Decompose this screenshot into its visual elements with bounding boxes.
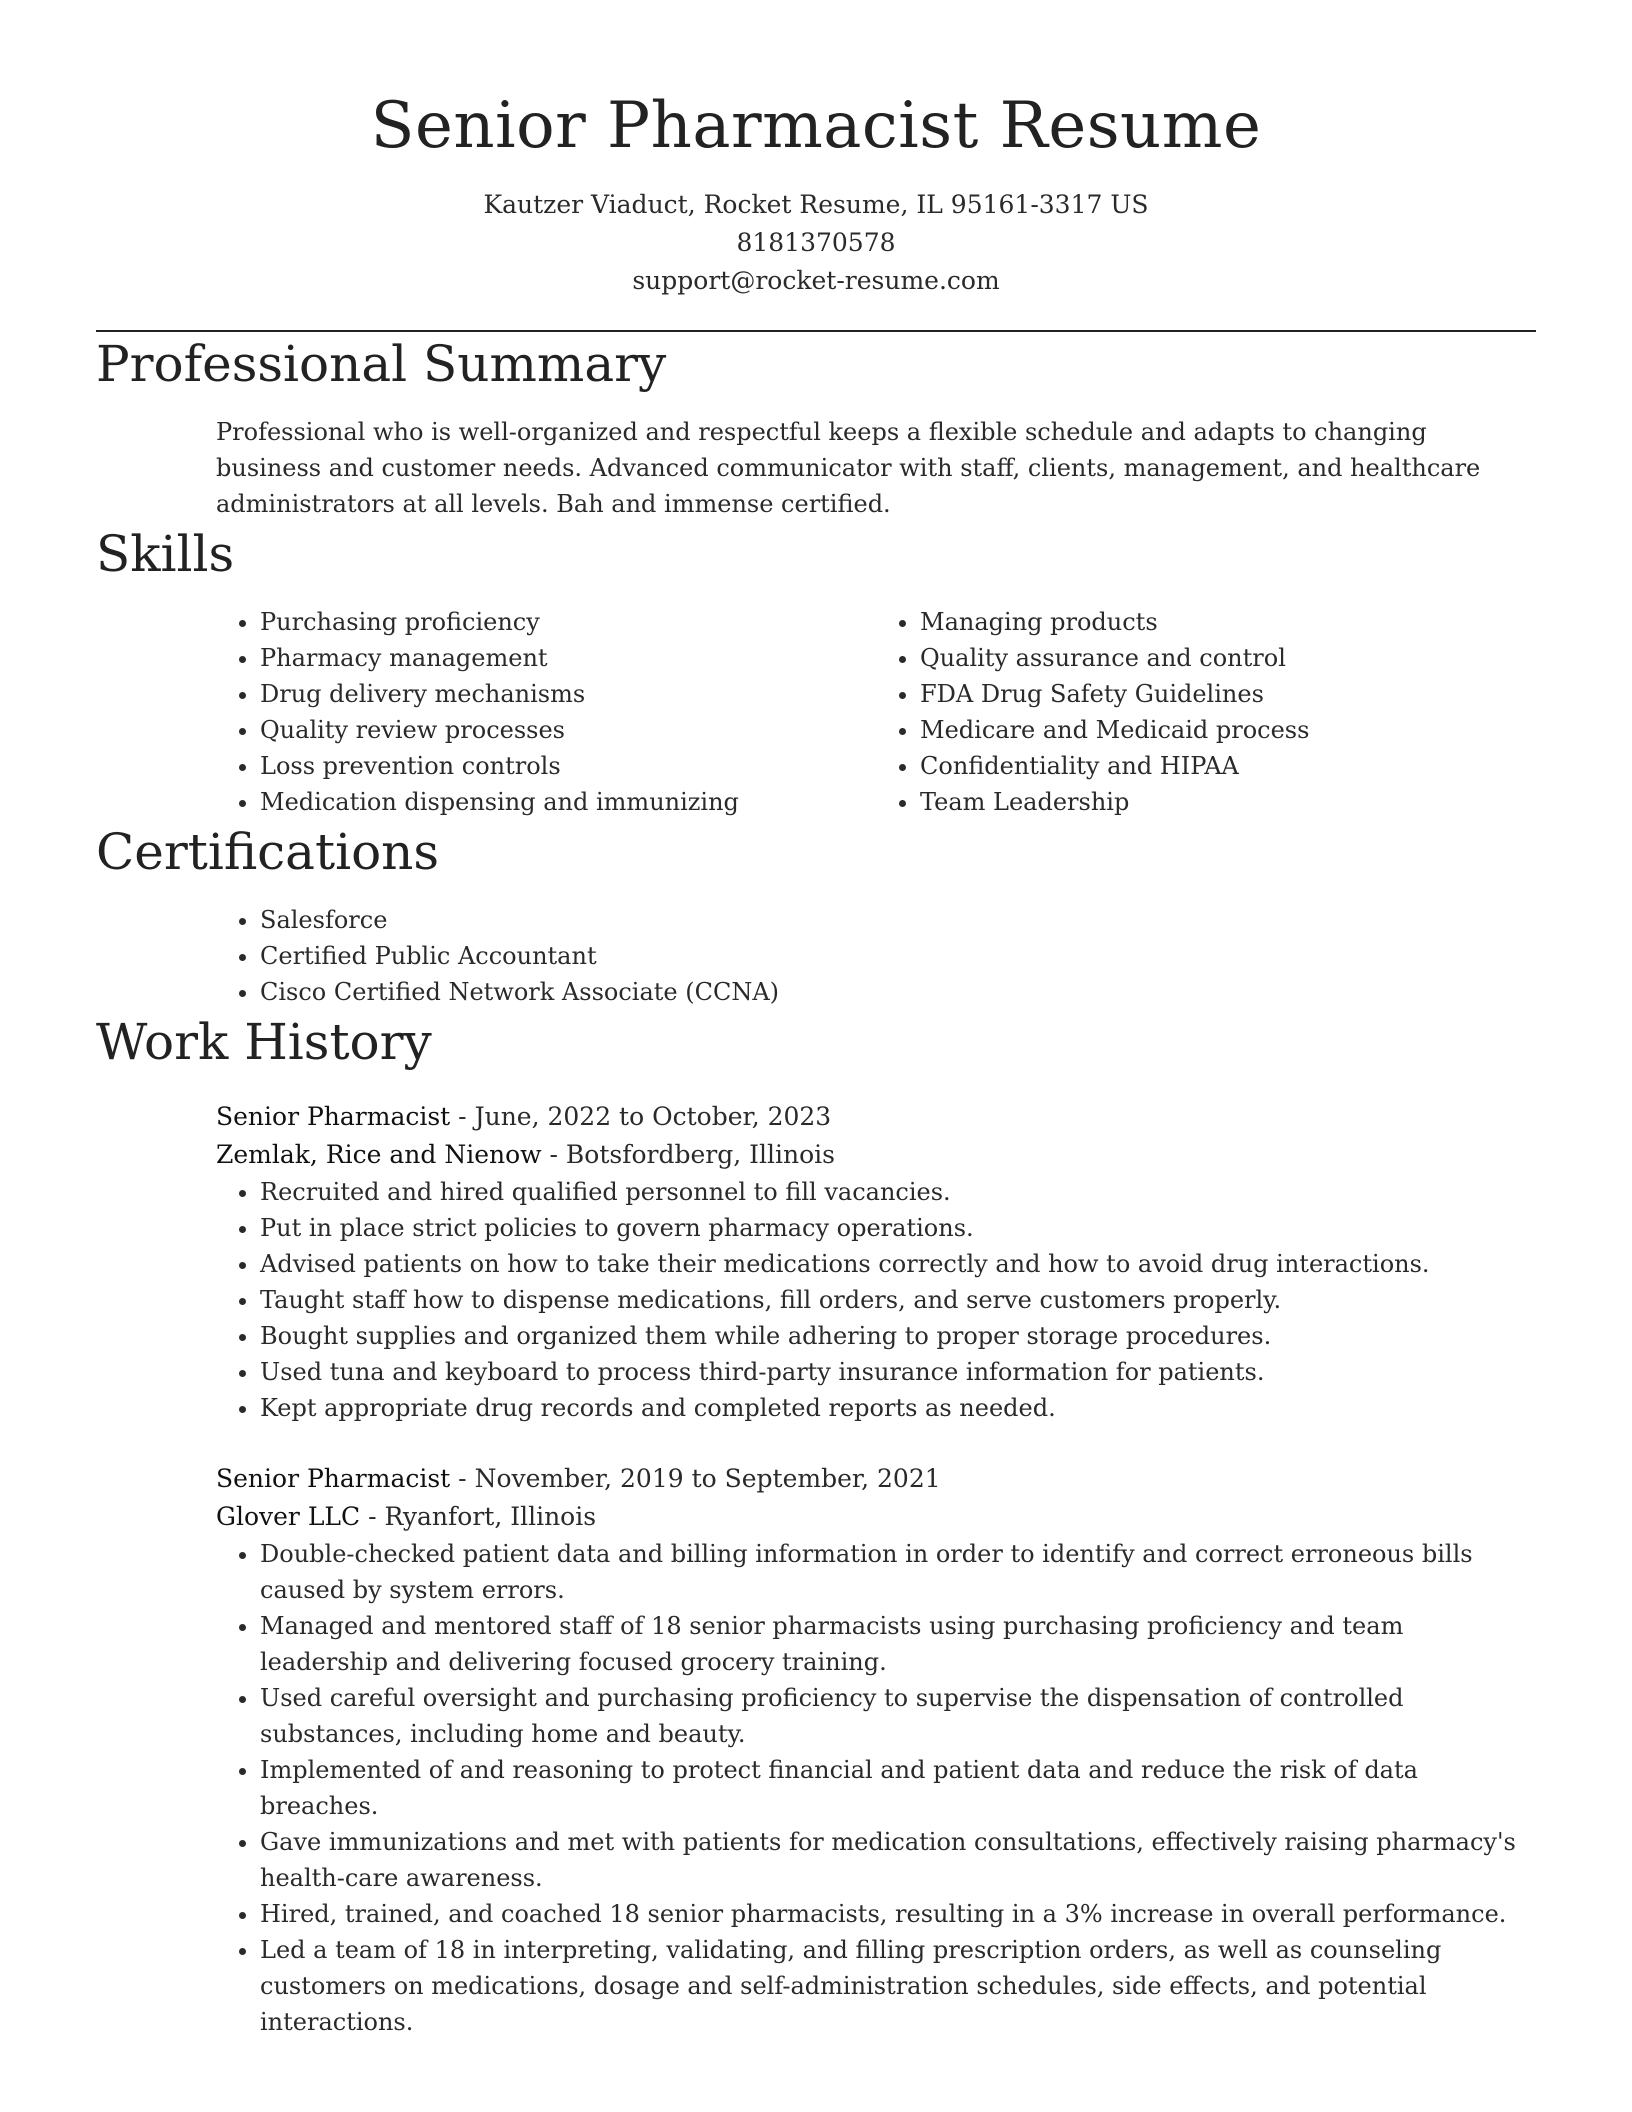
skill-item: • Pharmacy management: [260, 640, 876, 676]
job-role-line: [216, 1098, 1536, 1136]
job-company: Zemlak, Rice and Nienow: [216, 1140, 542, 1169]
duty-item: • Taught staff how to dispense medications, fill orders, and serve customers properly.: [260, 1282, 1536, 1318]
duty-item: • Put in place strict policies to govern pharmacy operations.: [260, 1210, 1536, 1246]
job-company-line: [216, 1498, 1536, 1536]
skill-item: • Medicare and Medicaid process: [920, 712, 1536, 748]
duty-item: • Implemented of and reasoning to protect financial and patient data and reduce the risk of data breaches.: [260, 1752, 1536, 1824]
skill-item: • Purchasing proficiency: [260, 604, 876, 640]
skill-item: • Medication dispensing and immunizing: [260, 784, 876, 820]
duty-item: • Recruited and hired qualified personnel to fill vacancies.: [260, 1174, 1536, 1210]
skills-list-right: [876, 604, 1536, 820]
job-dates: - November, 2019 to September, 2021: [450, 1464, 941, 1493]
skills-list-left: [216, 604, 876, 820]
summary-text: Professional who is well-organized and respectful keeps a flexible schedule and adapts to changing business and customer needs. Advanced communicator with staff, clients, management, and healthcare administrators at all levels. Bah and immense certified.: [216, 418, 1481, 518]
skill-item: • FDA Drug Safety Guidelines: [920, 676, 1536, 712]
skills-heading: Skills: [96, 525, 235, 583]
duty-item: • Used tuna and keyboard to process third-party insurance information for patients.: [260, 1354, 1536, 1390]
skill-item: • Managing products: [920, 604, 1536, 640]
job-location: - Botsfordberg, Illinois: [541, 1140, 835, 1169]
skill-item: • Loss prevention controls: [260, 748, 876, 784]
job-entry: [216, 1098, 1536, 1426]
certifications-heading: Certifications: [96, 823, 440, 881]
skill-item: • Confidentiality and HIPAA: [920, 748, 1536, 784]
job-role: Senior Pharmacist: [216, 1464, 451, 1493]
duty-item: • Kept appropriate drug records and completed reports as needed.: [260, 1390, 1536, 1426]
work-history-heading: Work History: [96, 1013, 432, 1071]
certification-item: • Salesforce: [260, 902, 1536, 938]
certification-item: • Certified Public Accountant: [260, 938, 1536, 974]
job-dates: - June, 2022 to October, 2023: [450, 1102, 832, 1131]
duty-item: • Gave immunizations and met with patients for medication consultations, effectively raising pharmacy's health-care awareness.: [260, 1824, 1536, 1896]
job-company: Glover LLC: [216, 1502, 361, 1531]
duty-item: • Double-checked patient data and billing information in order to identify and correct erroneous bills caused by system errors.: [260, 1536, 1536, 1608]
summary-heading: Professional Summary: [96, 335, 667, 393]
resume-header: [96, 0, 1536, 300]
certifications-block: [216, 902, 1536, 1010]
job-company-line: [216, 1136, 1536, 1174]
skill-item: • Team Leadership: [920, 784, 1536, 820]
job-entry: [216, 1460, 1536, 2040]
job-duties-list: [216, 1536, 1536, 2040]
job-role: Senior Pharmacist: [216, 1102, 451, 1131]
duty-item: • Advised patients on how to take their medications correctly and how to avoid drug interactions.: [260, 1246, 1536, 1282]
skill-item: • Drug delivery mechanisms: [260, 676, 876, 712]
resume-title: Senior Pharmacist Resume: [370, 89, 1262, 163]
skills-columns: [216, 604, 1536, 820]
duty-item: • Used careful oversight and purchasing proficiency to supervise the dispensation of controlled substances, including home and beauty.: [260, 1680, 1536, 1752]
contact-block: [96, 186, 1536, 300]
duty-item: • Led a team of 18 in interpreting, validating, and filling prescription orders, as well as counseling customers on medications, dosage and self-administration schedules, side effects, and potential interactions.: [260, 1932, 1536, 2040]
job-role-line: [216, 1460, 1536, 1498]
email: support@rocket-resume.com: [632, 266, 1000, 295]
job-location: - Ryanfort, Illinois: [360, 1502, 597, 1531]
job-duties-list: [216, 1174, 1536, 1426]
address: Kautzer Viaduct, Rocket Resume, IL 95161-3317 US: [483, 190, 1149, 219]
duty-item: • Managed and mentored staff of 18 senior pharmacists using purchasing proficiency and team leadership and delivering focused grocery training.: [260, 1608, 1536, 1680]
duty-item: • Hired, trained, and coached 18 senior pharmacists, resulting in a 3% increase in overall performance.: [260, 1896, 1536, 1932]
certifications-list: [216, 902, 1536, 1010]
phone: 8181370578: [736, 228, 896, 257]
skill-item: • Quality assurance and control: [920, 640, 1536, 676]
duty-item: • Bought supplies and organized them while adhering to proper storage procedures.: [260, 1318, 1536, 1354]
skill-item: • Quality review processes: [260, 712, 876, 748]
certification-item: • Cisco Certified Network Associate (CCNA): [260, 974, 1536, 1010]
